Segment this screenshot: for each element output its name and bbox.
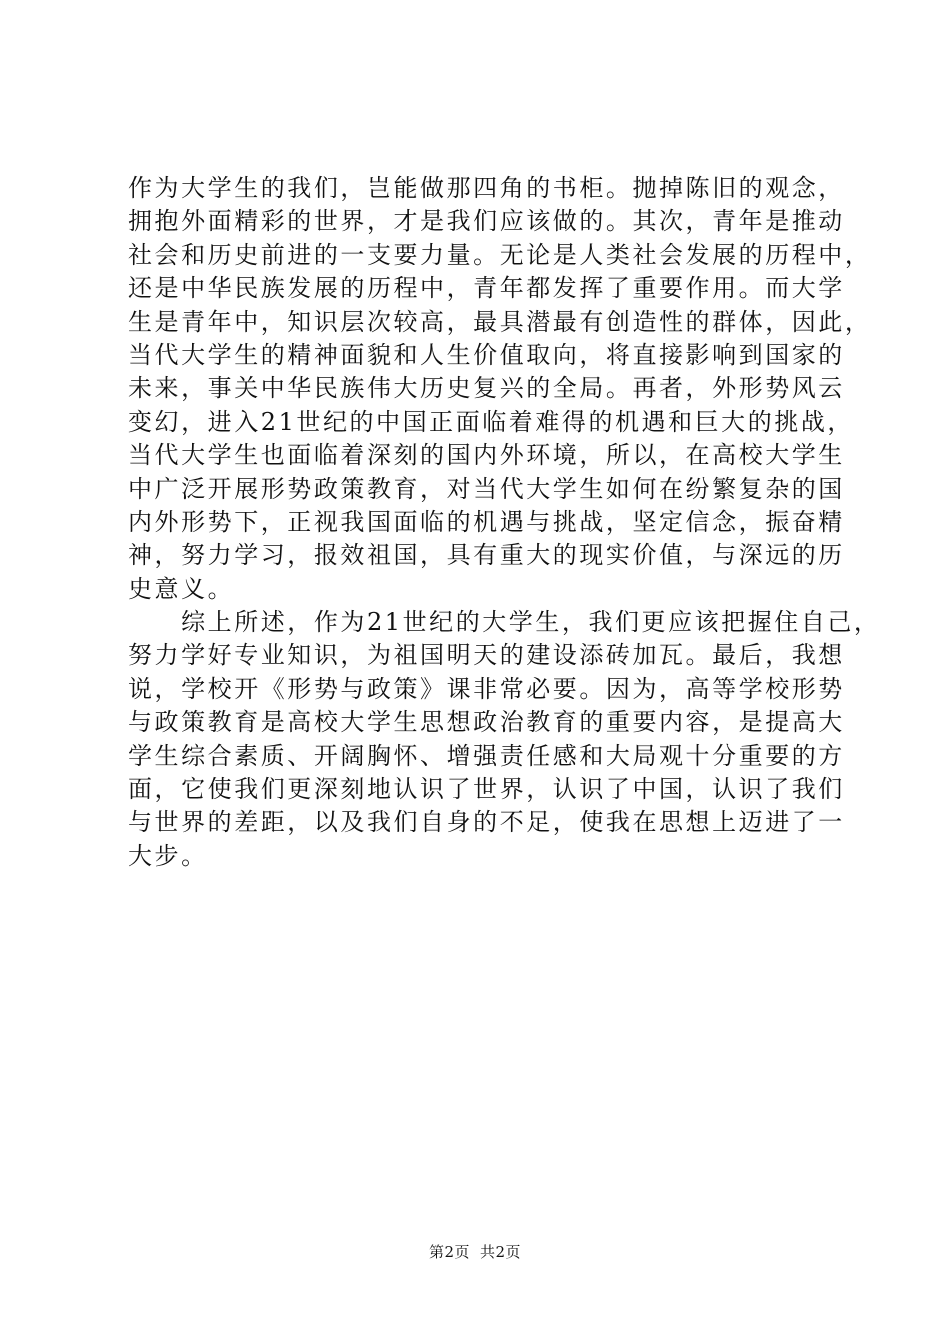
text-line: 还是中华民族发展的历程中，青年都发挥了重要作用。而大学	[128, 274, 845, 303]
text-line: 社会和历史前进的一支要力量。无论是人类社会发展的历程中，	[128, 240, 872, 269]
text-line: 学生综合素质、开阔胸怀、增强责任感和大局观十分重要的方	[128, 741, 845, 770]
body-text	[128, 172, 881, 873]
text-line: 拥抱外面精彩的世界，才是我们应该做的。其次，青年是推动	[128, 207, 845, 236]
text-line: 内外形势下，正视我国面临的机遇与挑战，坚定信念，振奋精	[128, 507, 845, 536]
text-line: 神，努力学习，报效祖国，具有重大的现实价值，与深远的历	[128, 541, 845, 570]
text-line: 与政策教育是高校大学生思想政治教育的重要内容，是提高大	[128, 708, 845, 737]
text-line: 中广泛开展形势政策教育，对当代大学生如何在纷繁复杂的国	[128, 474, 845, 503]
text-line: 当代大学生也面临着深刻的国内外环境，所以，在高校大学生	[128, 441, 845, 470]
text-line: 面，它使我们更深刻地认识了世界，认识了中国，认识了我们	[128, 775, 845, 804]
text-line: 综上所述，作为21世纪的大学生，我们更应该把握住自己，	[128, 608, 881, 637]
text-line: 说，学校开《形势与政策》课非常必要。因为，高等学校形势	[128, 674, 845, 703]
page-number: 第2页	[428, 1243, 470, 1261]
text-line: 与世界的差距，以及我们自身的不足，使我在思想上迈进了一	[128, 808, 845, 837]
text-line: 生是青年中，知识层次较高，最具潜最有创造性的群体，因此，	[128, 307, 872, 336]
text-line: 变幻，进入21世纪的中国正面临着难得的机遇和巨大的挑战，	[128, 407, 854, 436]
page-footer	[0, 1242, 950, 1262]
text-line: 未来，事关中华民族伟大历史复兴的全局。再者，外形势风云	[128, 374, 845, 403]
text-line: 史意义。	[128, 574, 235, 603]
text-line: 作为大学生的我们，岂能做那四角的书柜。抛掉陈旧的观念，	[128, 174, 845, 202]
text-line: 大步。	[128, 841, 208, 870]
text-line: 当代大学生的精神面貌和人生价值取向，将直接影响到国家的	[128, 340, 845, 369]
text-line: 努力学好专业知识，为祖国明天的建设添砖加瓦。最后，我想	[128, 641, 845, 670]
page-total: 共2页	[480, 1243, 522, 1261]
